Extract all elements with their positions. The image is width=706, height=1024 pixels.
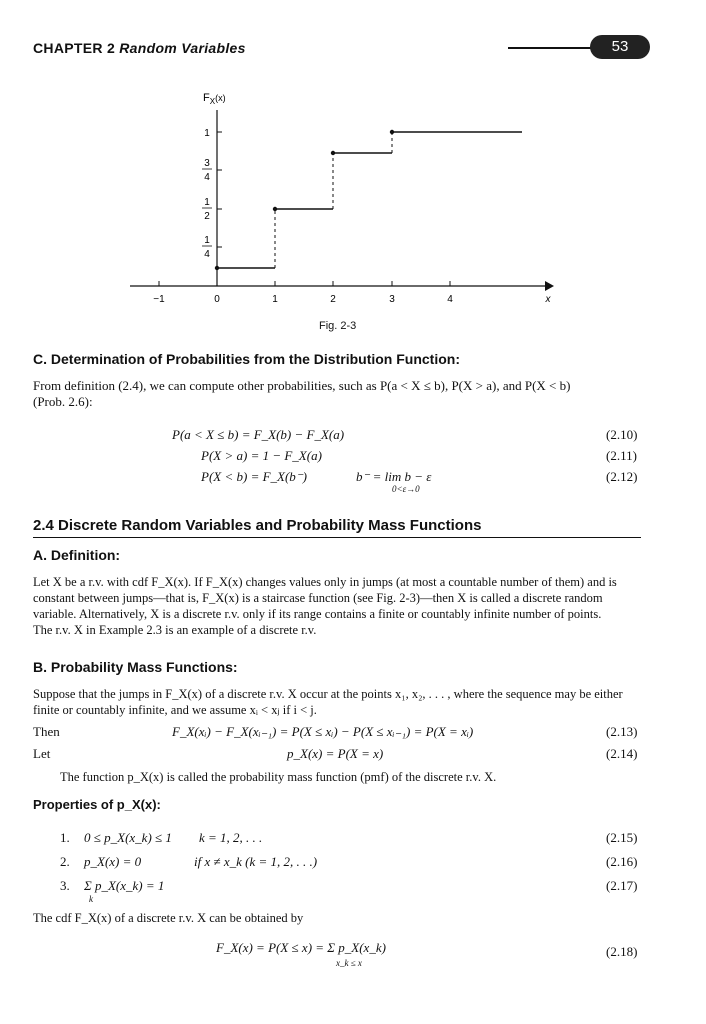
sum-index: k bbox=[89, 894, 93, 904]
y-tick-label-den: 4 bbox=[204, 249, 210, 260]
y-tick-label: 1 bbox=[204, 128, 210, 139]
property-1-condition: k = 1, 2, . . . bbox=[199, 830, 263, 845]
jump-point bbox=[273, 207, 277, 211]
equation-2-14: p_X(x) = P(X = x) bbox=[287, 746, 384, 761]
left-limit-definition: b⁻ = lim b − ε bbox=[356, 469, 432, 484]
equation-number: (2.17) bbox=[606, 878, 638, 893]
x-axis-label: x bbox=[545, 294, 551, 305]
then-label: Then bbox=[33, 724, 60, 739]
property-number: 3. bbox=[60, 878, 70, 893]
y-tick-label-num: 1 bbox=[204, 197, 210, 208]
subsection-b-heading: B. Probability Mass Functions: bbox=[33, 659, 238, 675]
property-number: 1. bbox=[60, 830, 70, 845]
equation-number: (2.10) bbox=[606, 427, 638, 442]
section-rule bbox=[33, 537, 641, 538]
section-c-heading: C. Determination of Probabilities from the Distribution Function: bbox=[33, 351, 460, 367]
y-tick-label-den: 2 bbox=[204, 211, 210, 222]
x-tick-label: 0 bbox=[214, 294, 220, 305]
equation-2-10: P(a < X ≤ b) = F_X(b) − F_X(a) bbox=[172, 427, 345, 442]
jump-point bbox=[331, 151, 335, 155]
section-2-4-heading: 2.4 Discrete Random Variables and Probability Mass Functions bbox=[33, 517, 482, 534]
section-c-intro: From definition (2.4), we can compute other probabilities, such as P(a < X ≤ b), P(X > a), and P(X < b) (Prob. 2.6): bbox=[33, 378, 571, 409]
y-tick-label-num: 3 bbox=[204, 158, 210, 169]
equation-number: (2.12) bbox=[606, 469, 638, 484]
equation-number: (2.16) bbox=[606, 854, 638, 869]
equation-2-13: F_X(xᵢ) − F_X(xᵢ₋₁) = P(X ≤ xᵢ) − P(X ≤ xᵢ₋₁) = P(X = xᵢ) bbox=[172, 724, 474, 739]
equation-2-18: F_X(x) = P(X ≤ x) = Σ p_X(x_k) bbox=[216, 940, 386, 955]
x-tick-label: 2 bbox=[330, 294, 336, 305]
staircase-figure bbox=[130, 85, 560, 320]
chapter-title: Random Variables bbox=[119, 40, 246, 56]
equation-number: (2.11) bbox=[606, 448, 637, 463]
equation-2-11: P(X > a) = 1 − F_X(a) bbox=[201, 448, 322, 463]
equation-number: (2.13) bbox=[606, 724, 638, 739]
x-tick-label: 3 bbox=[389, 294, 395, 305]
property-2: p_X(x) = 0 bbox=[84, 854, 142, 869]
header-rule bbox=[508, 47, 603, 49]
jump-point bbox=[215, 266, 219, 270]
equation-number: (2.18) bbox=[606, 944, 638, 959]
y-tick-label-num: 1 bbox=[204, 235, 210, 246]
limit-subscript: 0<ε→0 bbox=[392, 484, 420, 494]
y-tick-label-den: 4 bbox=[204, 172, 210, 183]
let-label: Let bbox=[33, 746, 51, 761]
x-tick-label: 1 bbox=[272, 294, 278, 305]
x-tick-label: −1 bbox=[153, 294, 165, 305]
property-2-condition: if x ≠ x_k (k = 1, 2, . . .) bbox=[194, 854, 318, 869]
pmf-paragraph: Suppose that the jumps in F_X(x) of a discrete r.v. X occur at the points x₁, x₂, . . . , where the sequence may be either finite or countably infinite, and we assume xᵢ < xⱼ if i < j. bbox=[33, 687, 623, 717]
pmf-definition: The function p_X(x) is called the probability mass function (pmf) of the discrete r.v. X. bbox=[60, 770, 497, 784]
cdf-intro: The cdf F_X(x) of a discrete r.v. X can be obtained by bbox=[33, 911, 304, 925]
page-number: 53 bbox=[590, 35, 650, 59]
equation-number: (2.14) bbox=[606, 746, 638, 761]
equation-2-12: P(X < b) = F_X(b⁻) bbox=[201, 469, 307, 484]
chapter-label: CHAPTER 2 bbox=[33, 40, 116, 56]
x-tick-label: 4 bbox=[447, 294, 453, 305]
property-1: 0 ≤ p_X(x_k) ≤ 1 bbox=[84, 830, 172, 845]
subsection-a-heading: A. Definition: bbox=[33, 547, 121, 563]
x-axis-arrow-icon bbox=[545, 281, 554, 291]
sum-index: x_k ≤ x bbox=[336, 958, 362, 968]
properties-heading: Properties of p_X(x): bbox=[33, 797, 161, 812]
figure-caption: Fig. 2-3 bbox=[319, 320, 357, 332]
equation-number: (2.15) bbox=[606, 830, 638, 845]
definition-paragraph: Let X be a r.v. with cdf F_X(x). If F_X(x) changes values only in jumps (at most a countable number of them) and is constant between jumps—that is, F_X(x) is a staircase function (see Fig. 2-3)—then X is called a discrete random variable. Alternatively, X is a discrete r.v. only if its range contains a finite or countably infinite number of points. The r.v. X in Example 2.3 is an example of a discrete r.v. bbox=[33, 575, 617, 637]
chapter-header bbox=[33, 40, 246, 56]
y-axis-label: $F_X^{(x)}$ bbox=[203, 92, 226, 106]
property-3: Σ p_X(x_k) = 1 bbox=[84, 878, 165, 893]
jump-point bbox=[390, 130, 394, 134]
property-number: 2. bbox=[60, 854, 70, 869]
cdf-steps bbox=[217, 132, 522, 268]
